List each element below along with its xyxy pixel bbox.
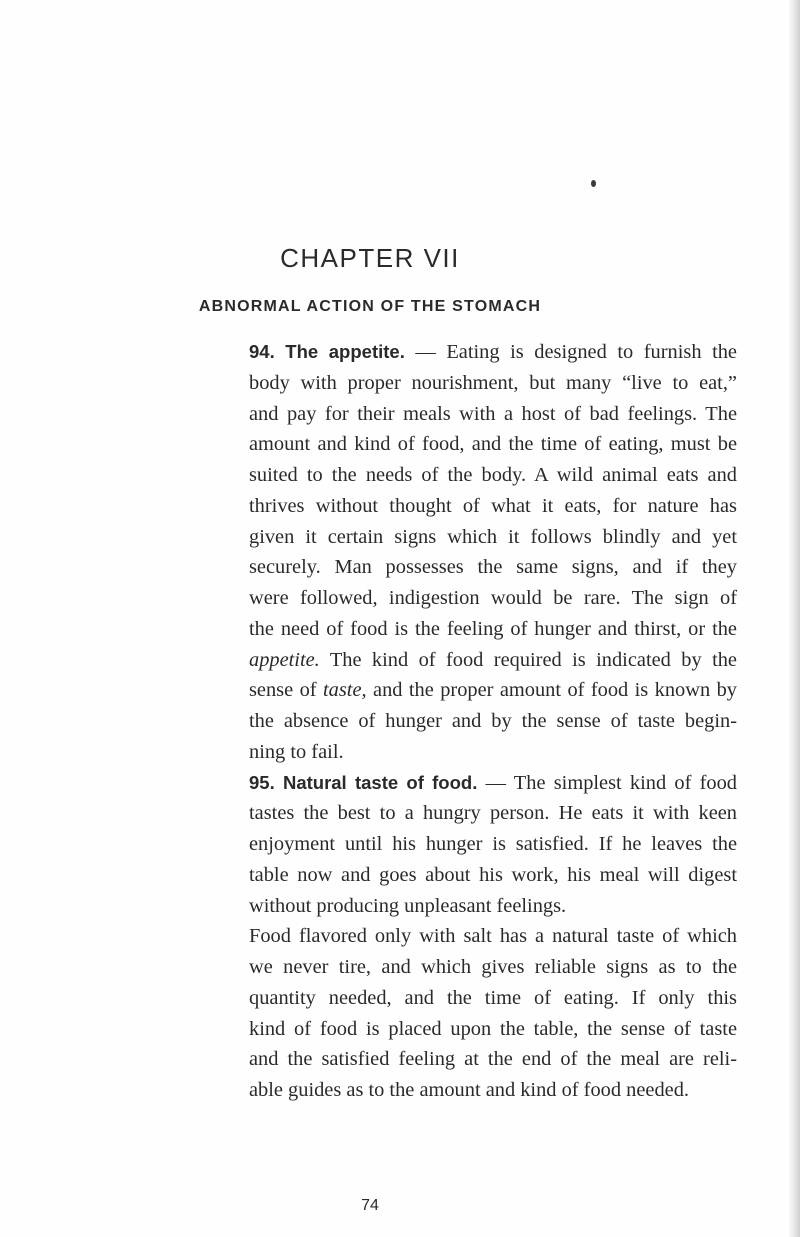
text-line: and the satisfied feeling at the end of the meal are reli- [249, 1048, 737, 1071]
paragraph-number: 95. [249, 771, 275, 793]
page-edge-shadow [788, 0, 800, 1237]
emphasized-term: appetite. [249, 648, 320, 671]
text-line: ning to fail. [249, 740, 344, 763]
text-line: quantity needed, and the time of eating. If only this [249, 986, 737, 1009]
chapter-title: CHAPTER VII [280, 243, 460, 273]
text-line: Food flavored only with salt has a natural taste of which [249, 925, 737, 948]
paragraph-heading: The appetite. [285, 341, 405, 362]
text-line: enjoyment until his hunger is satisfied. If he leaves the [249, 833, 737, 855]
text-line: and pay for their meals with a host of bad feelings. The [249, 402, 737, 425]
section-title: ABNORMAL ACTION OF THE STOMACH [198, 298, 542, 315]
text-line: without producing unpleasant feelings. [249, 894, 567, 917]
text-line: amount and kind of food, and the time of eating, must be [249, 433, 737, 456]
ink-speck [591, 180, 596, 187]
text-line: given it certain signs which it follows blindly and yet [249, 525, 737, 548]
text-line: body with proper nourishment, but many “live to eat,” [249, 371, 737, 394]
text-line: table now and goes about his work, his meal will digest [249, 863, 737, 886]
text-line: able guides as to the amount and kind of food needed. [249, 1079, 689, 1101]
text-line: the absence of hunger and by the sense of taste begin- [249, 710, 737, 732]
paragraph-number: 94. [249, 341, 275, 362]
text-line: thrives without thought of what it eats, for nature has [249, 494, 737, 517]
text-fragment: The kind of food required is indicated by the [319, 648, 737, 671]
page-number: 74 [361, 1197, 379, 1214]
emphasized-term: taste, [323, 679, 367, 702]
text-fragment: and the proper amount of food is known by [366, 679, 737, 702]
text-line: securely. Man possesses the same signs, and if they [249, 556, 737, 579]
text-line: the need of food is the feeling of hunger and thirst, or the [249, 617, 737, 640]
paragraph-heading: Natural taste of food. [282, 771, 478, 793]
text-fragment: — Eating is designed to furnish the [404, 341, 737, 363]
text-line [249, 645, 737, 676]
text-line [249, 337, 737, 368]
text-line: we never tire, and which gives reliable signs as to the [249, 956, 737, 978]
text-line: suited to the needs of the body. A wild animal eats and [249, 464, 737, 486]
text-line [249, 768, 737, 799]
text-fragment: — The simplest kind of food [477, 771, 737, 794]
text-line: were followed, indigestion would be rare. The sign of [249, 587, 737, 609]
body-text [249, 337, 737, 1106]
text-line: kind of food is placed upon the table, the sense of taste [249, 1017, 737, 1040]
text-line [249, 675, 737, 706]
text-line: tastes the best to a hungry person. He eats it with keen [249, 802, 737, 825]
text-fragment: sense of [249, 679, 323, 702]
